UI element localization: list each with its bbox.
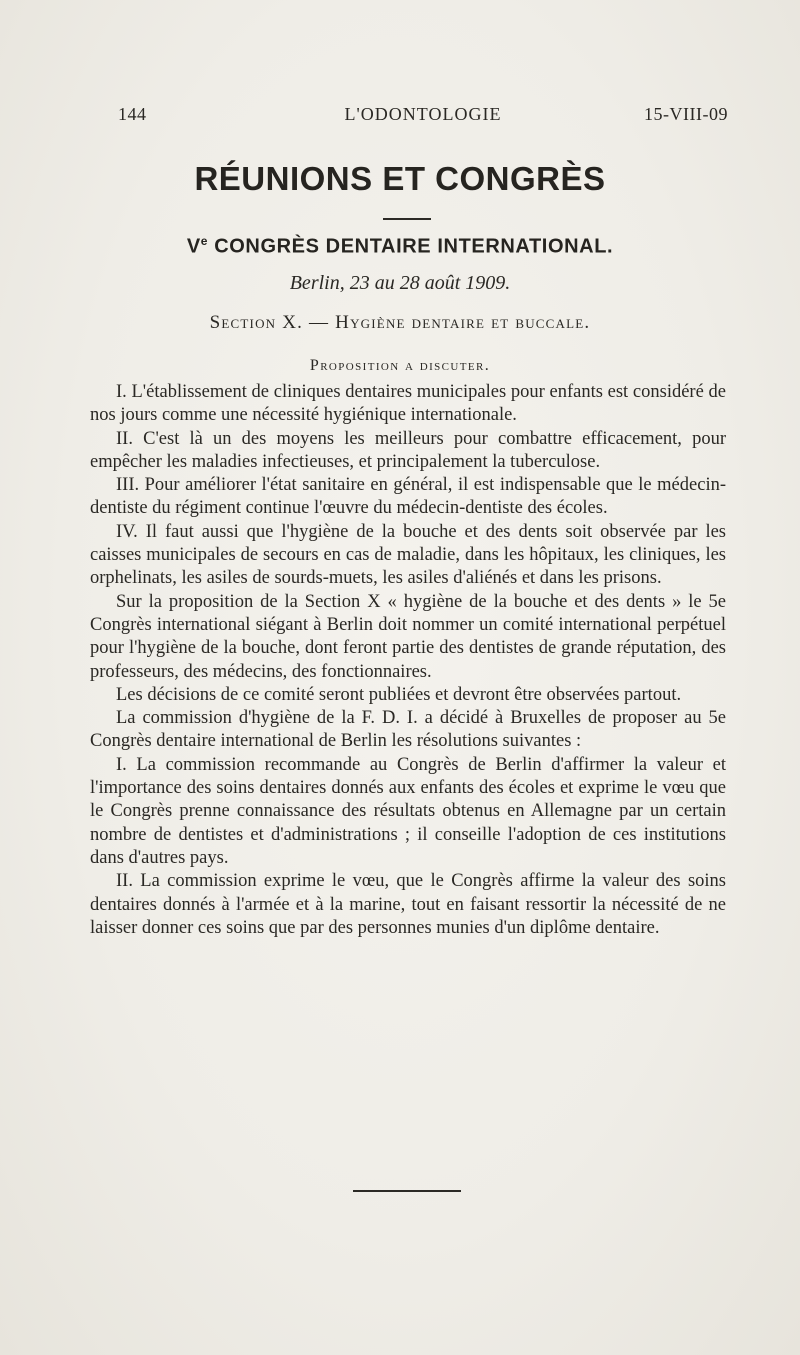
paragraph-2: II. C'est là un des moyens les meilleurs pour combattre efficacement, pour empêcher les maladies infectieuses, et principalement la tuberculose. [90,428,726,472]
issue-date: 15-VIII-09 [644,104,728,124]
paragraph-8: I. La commission recommande au Congrès de Berlin d'affirmer la valeur et l'importance des soins dentaires donnés aux enfants des écoles et exprime le vœu que le Congrès prenne connaissance des résultats obtenus en Allemagne par un certain nombre de dentistes et d'administrations ; il conseille l'adoption de ces institutions dans d'autres pays. [90,754,726,868]
paragraph-5: Sur la proposition de la Section X « hygiène de la bouche et des dents » le 5e Congrès international siégant à Berlin doit nommer un comité international perpétuel pour l'hygiène de la bouche, dont feront partie des dentistes de grande réputation, des professeurs, des médecins, des fonctionnaires. [90,591,726,682]
congress-title-text: CONGRÈS DENTAIRE INTERNATIONAL. [208,235,614,258]
paragraph-3: III. Pour améliorer l'état sanitaire en général, il est indispensable que le médecin-dentiste du régiment continue l'œuvre du médecin-dentiste des écoles. [90,475,726,519]
congress-ordinal: V [186,235,201,258]
section-title: RÉUNIONS ET CONGRÈS [194,160,606,197]
running-head [118,104,728,132]
article-body [90,381,726,940]
title-divider [383,218,431,220]
paragraph-6: Les décisions de ce comité seront publiées et devront être observées partout. [116,684,682,705]
journal-title: L'ODONTOLOGIE [344,104,502,124]
paragraph-9: II. La commission exprime le vœu, que le Congrès affirme la valeur des soins dentaires donnés à l'armée et à la marine, tout en faisant ressortir la nécessité de ne laisser donner ces soins que par des personnes munies d'un diplôme dentaire. [90,871,726,938]
section-name: Section X. — Hygiène dentaire et buccale. [209,312,591,333]
congress-title [0,234,800,259]
paragraph-4: IV. Il faut aussi que l'hygiène de la bouche et des dents soit observée par les caisses municipales de secours en cas de maladie, dans les hôpitaux, les cliniques, les orphelinats, les asiles de sourds-muets, les asiles d'aliénés et dans les prisons. [90,521,726,589]
congress-place-date: Berlin, 23 au 28 août 1909. [289,272,511,294]
proposition-heading: Proposition a discuter. [309,357,491,374]
congress-ordinal-suffix: e [200,234,209,248]
paragraph-7: La commission d'hygiène de la F. D. I. a décidé à Bruxelles de proposer au 5e Congrès dentaire international de Berlin les résolutions suivantes : [90,708,726,752]
end-divider [353,1190,461,1192]
page-number: 144 [118,104,147,124]
paragraph-1: I. L'établissement de cliniques dentaires municipales pour enfants est considéré de nos jours comme une nécessité hygiénique internationale. [90,382,726,426]
